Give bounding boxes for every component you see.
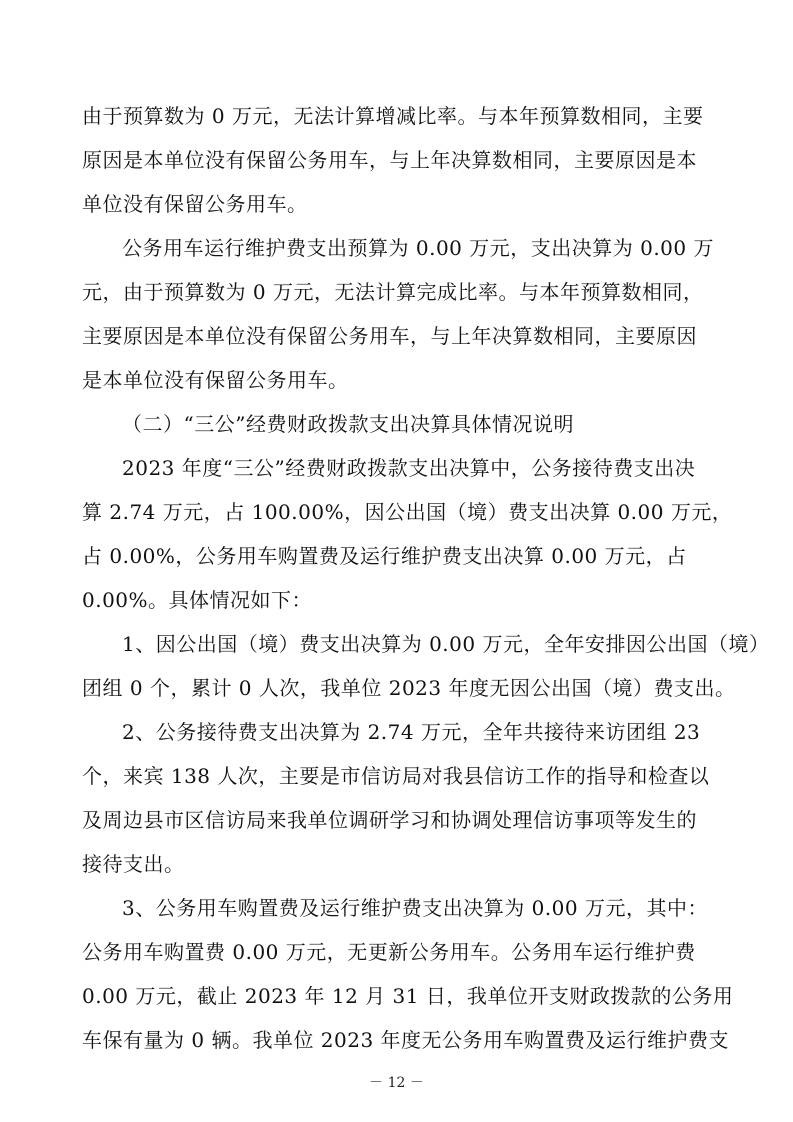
text-line: 公务用车运行维护费支出预算为 0.00 万元，支出决算为 0.00 万	[122, 236, 714, 260]
page-number: － 12 －	[369, 1075, 424, 1091]
section-heading: （二）“三公”经费财政拨款支出决算具体情况说明	[122, 412, 574, 436]
text-line: 元，由于预算数为 0 万元，无法计算完成比率。与本年预算数相同，	[82, 280, 704, 304]
text-line: 2023 年度“三公”经费财政拨款支出决算中，公务接待费支出决	[122, 456, 696, 480]
text-line: 单位没有保留公务用车。	[82, 192, 308, 216]
text-line: 团组 0 个，累计 0 人次，我单位 2023 年度无因公出国（境）费支出。	[82, 676, 736, 700]
text-line: 2、公务接待费支出决算为 2.74 万元，全年共接待来访团组 23	[122, 720, 701, 744]
text-line: 接待支出。	[82, 852, 185, 876]
text-line: 0.00 万元，截止 2023 年 12 月 31 日，我单位开支财政拨款的公务用	[82, 984, 734, 1008]
text-line: 由于预算数为 0 万元，无法计算增减比率。与本年预算数相同，主要	[82, 104, 704, 128]
text-line: 及周边县市区信访局来我单位调研学习和协调处理信访事项等发生的	[82, 808, 697, 832]
text-line: 原因是本单位没有保留公务用车，与上年决算数相同，主要原因是本	[82, 148, 697, 172]
text-line: 1、因公出国（境）费支出决算为 0.00 万元，全年安排因公出国（境）	[122, 632, 770, 656]
text-line: 主要原因是本单位没有保留公务用车，与上年决算数相同，主要原因	[82, 324, 697, 348]
text-line: 车保有量为 0 辆。我单位 2023 年度无公务用车购置费及运行维护费支	[82, 1028, 730, 1052]
text-line: 算 2.74 万元，占 100.00%，因公出国（境）费支出决算 0.00 万元，	[82, 500, 733, 524]
text-line: 个，来宾 138 人次，主要是市信访局对我县信访工作的指导和检查以	[82, 764, 710, 788]
text-line: 公务用车购置费 0.00 万元，无更新公务用车。公务用车运行维护费	[82, 940, 696, 964]
text-line: 3、公务用车购置费及运行维护费支出决算为 0.00 万元，其中：	[122, 896, 708, 920]
text-line: 占 0.00%，公务用车购置费及运行维护费支出决算 0.00 万元，占	[82, 544, 687, 568]
text-line: 是本单位没有保留公务用车。	[82, 368, 349, 392]
text-line: 0.00%。具体情况如下：	[82, 588, 313, 612]
